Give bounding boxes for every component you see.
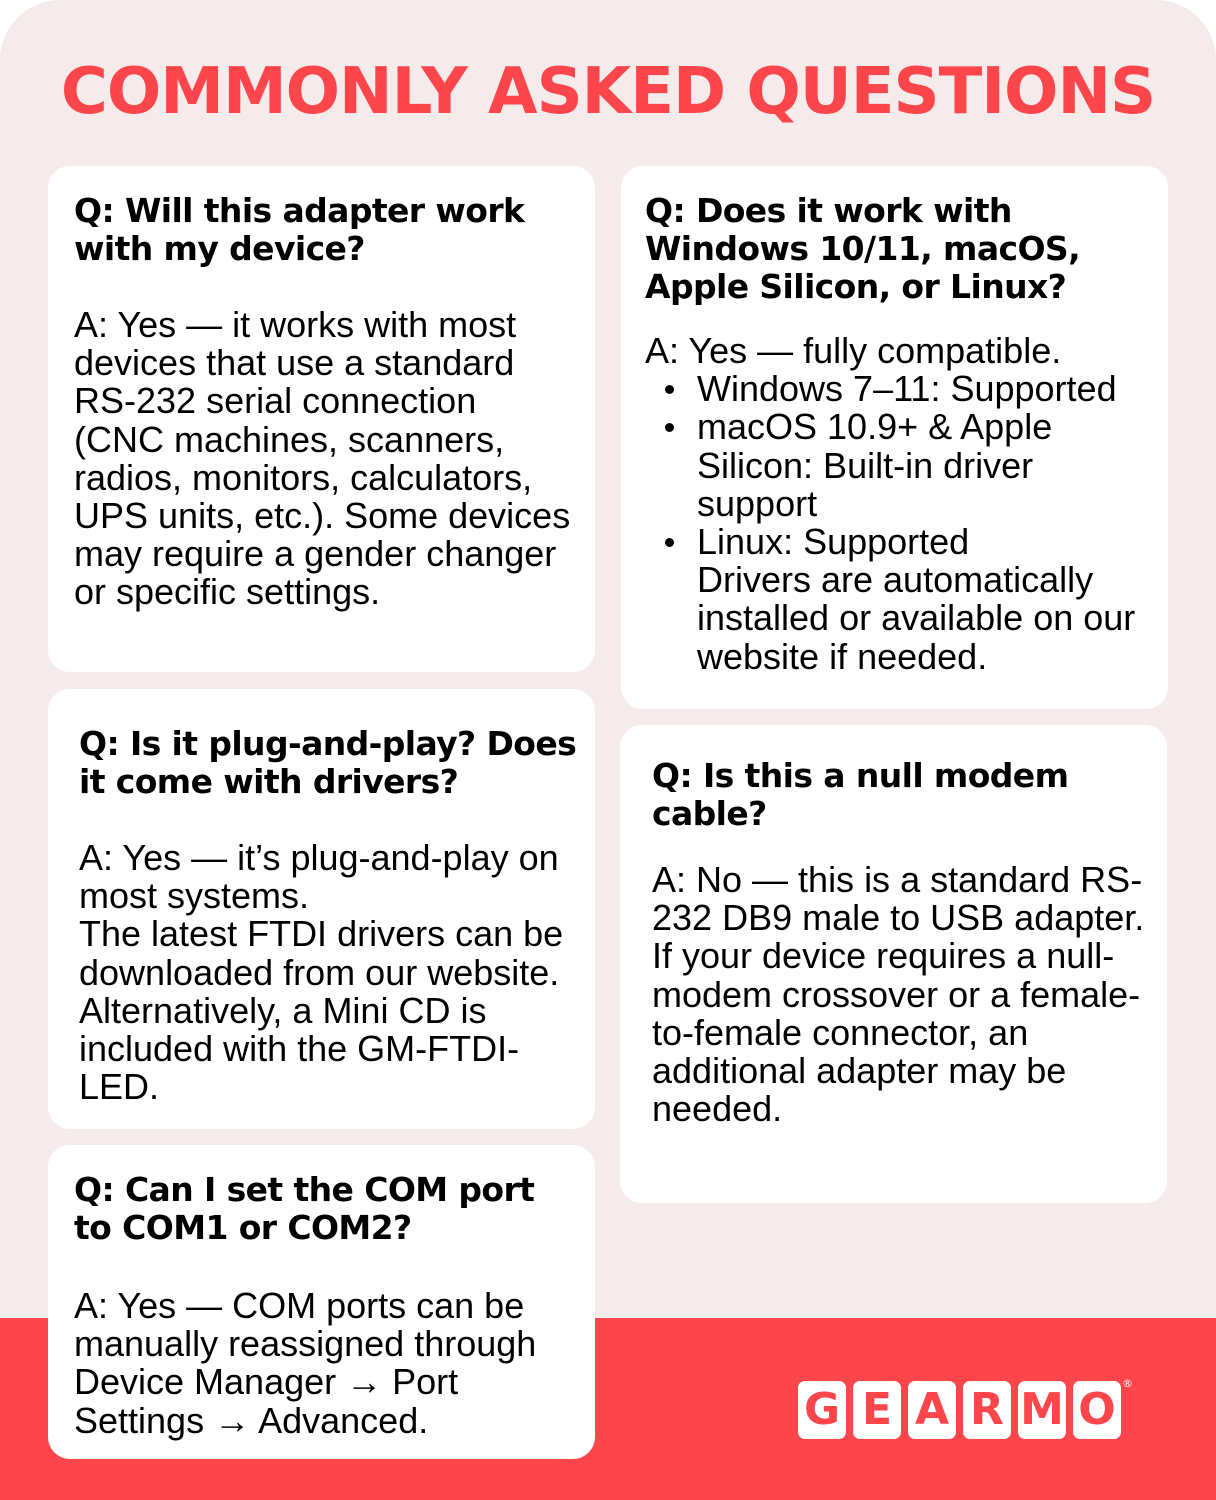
faq-card-null-modem	[620, 725, 1167, 1203]
list-item: Linux: Supported	[645, 523, 1150, 561]
faq-card-compatibility	[48, 166, 595, 672]
logo-letter: R	[963, 1381, 1011, 1439]
logo-letter: E	[853, 1381, 901, 1439]
logo-letter: A	[908, 1381, 956, 1439]
faq-answer: A: Yes — it’s plug-and-play on most systems. The latest FTDI drivers can be downloaded from our website. Alternatively, a Mini CD is included with the GM-FTDI-LED.	[79, 837, 564, 1108]
faq-card-os-support	[621, 166, 1168, 709]
gearmo-logo	[798, 1377, 1133, 1439]
faq-answer-intro: A: Yes — fully compatible.	[645, 330, 1062, 371]
faq-answer-outro: Drivers are automatically installed or available on our website if needed.	[697, 559, 1136, 677]
faq-card-com-port	[48, 1145, 595, 1459]
faq-answer: A: Yes — COM ports can be manually reassigned through Device Manager → Port Settings → Advanced.	[74, 1285, 537, 1441]
registered-mark: ®	[1122, 1377, 1133, 1390]
faq-question: Q: Is this a null modem cable?	[652, 756, 1069, 833]
logo-letter: M	[1018, 1381, 1066, 1439]
faq-question: Q: Is it plug-and-play? Does it come with drivers?	[79, 724, 577, 801]
faq-answer: A: Yes — it works with most devices that use a standard RS-232 serial connection (CNC machines, scanners, radios, monitors, calculators, UPS units, etc.). Some devices may require a gender changer or specific settings.	[74, 304, 571, 613]
list-item: Windows 7–11: Supported	[645, 370, 1150, 408]
logo-letter: G	[798, 1381, 846, 1439]
faq-question: Q: Does it work with Windows 10/11, macOS, Apple Silicon, or Linux?	[645, 191, 1081, 306]
faq-answer: A: No — this is a standard RS-232 DB9 male to USB adapter. If your device requires a null-modem crossover or a female-to-female connector, an additional adapter may be needed.	[652, 859, 1145, 1130]
page-title: COMMONLY ASKED QUESTIONS	[60, 55, 1156, 129]
os-support-list	[645, 370, 1150, 561]
faq-question: Q: Will this adapter work with my device?	[74, 191, 525, 268]
faq-question: Q: Can I set the COM port to COM1 or COM2?	[74, 1170, 535, 1247]
faq-card-drivers	[48, 689, 595, 1129]
logo-letter: O	[1073, 1381, 1121, 1439]
list-item: macOS 10.9+ & Apple Silicon: Built-in driver support	[645, 408, 1150, 523]
